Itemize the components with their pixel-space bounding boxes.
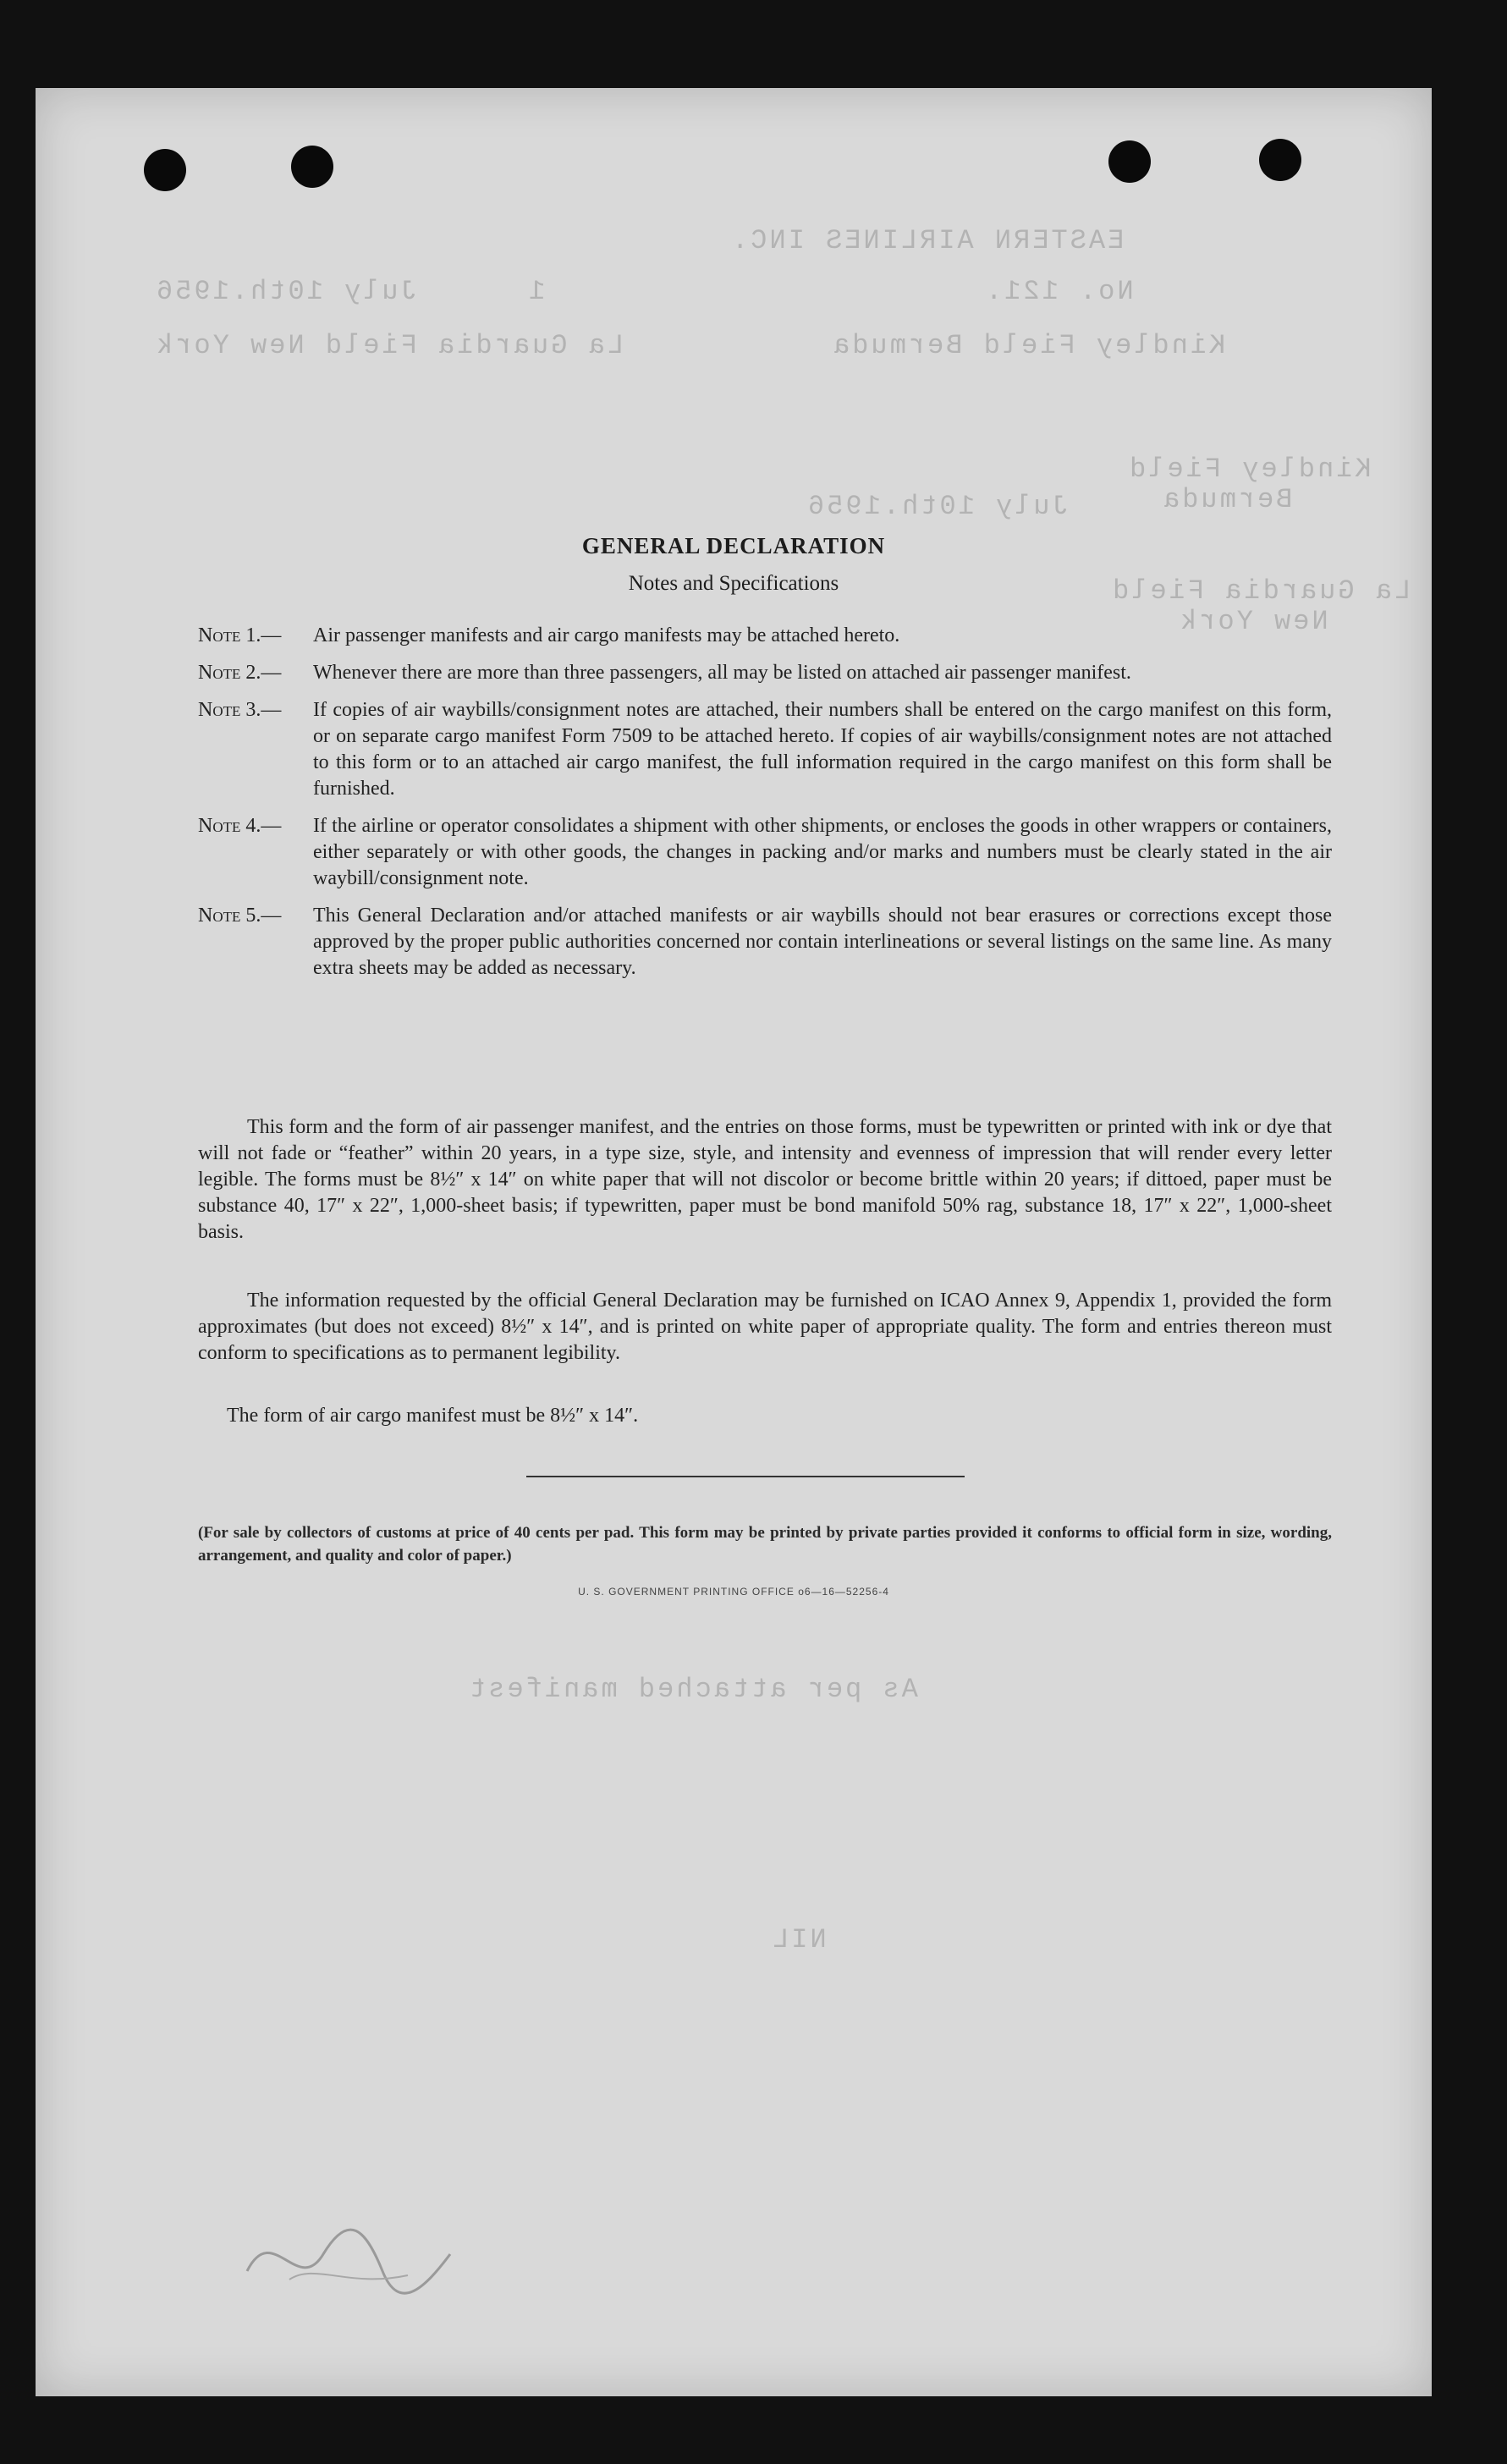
bleed-route-from: Kindley Field Bermuda <box>831 330 1226 361</box>
notes-list <box>198 623 1332 993</box>
printer-imprint: U. S. GOVERNMENT PRINTING OFFICE o6—16—52256-4 <box>578 1586 889 1598</box>
sale-footnote: (For sale by collectors of customs at price of 40 cents per pad. This form may be printed by private parties provided it conforms to official form in size, wording, arrangement, and quality and color of paper.) <box>198 1524 1332 1565</box>
note-1 <box>198 623 1332 649</box>
divider-rule <box>526 1476 965 1477</box>
bleed-dest-city: New York <box>1178 606 1328 637</box>
note-text: Whenever there are more than three passengers, all may be listed on attached air passenger manifest. <box>313 662 1131 684</box>
document-page <box>36 88 1432 2396</box>
bleed-route-to: La Guardia Field New York <box>154 330 624 361</box>
note-5 <box>198 903 1332 982</box>
page-title: GENERAL DECLARATION <box>581 533 886 558</box>
note-label: Note 2.— <box>198 662 282 684</box>
note-3 <box>198 697 1332 802</box>
paragraph-icao: The information requested by the official General Declaration may be furnished on ICAO Annex 9, Appendix 1, provided the form approximates (but does not exceed) 8½″ x 14″, and is printed on white paper of appropriate quality. The form and entries thereon must conform to specifications as to permanent legibility. <box>198 1290 1332 1364</box>
punch-hole-2 <box>291 146 333 188</box>
signature-scribble <box>239 2203 459 2305</box>
note-label: Note 5.— <box>198 905 282 927</box>
bleed-flight-no: No. 121. <box>983 276 1134 307</box>
punch-hole-3 <box>1108 140 1151 183</box>
paragraph-cargo-size: The form of air cargo manifest must be 8½″ x 14″. <box>227 1405 639 1427</box>
bleed-cargo: NIL <box>770 1924 827 1955</box>
note-4 <box>198 813 1332 892</box>
bleed-date: July 10th.1956 <box>154 276 417 307</box>
bleed-number: 1 <box>526 276 546 307</box>
bleed-origin-field: Kindley Field <box>1127 454 1372 485</box>
page-subtitle: Notes and Specifications <box>628 572 839 595</box>
note-text: This General Declaration and/or attached manifests or air waybills should not bear erasures or corrections except those approved by the proper public authorities concerned nor contain interlineations or several listings on the same line. As many extra sheets may be added as necessary. <box>313 905 1332 979</box>
paragraph-legibility: This form and the form of air passenger manifest, and the entries on those forms, must be typewritten or printed with ink or dye that will not fade or “feather” within 20 years, in a type size, style, and intensity and evenness of impression that will render every letter legible. The forms must be 8½″ x 14″ on white paper that will not discolor or become brittle within 20 years; if dittoed, paper must be substance 40, 17″ x 22″, 1,000-sheet basis; if typewritten, paper must be bond manifold 50% rag, substance 18, 17″ x 22″, 1,000-sheet basis. <box>198 1116 1332 1243</box>
bleed-manifest-note: As per attached manifest <box>467 1674 918 1705</box>
note-text: If copies of air waybills/consignment notes are attached, their numbers shall be entered on the cargo manifest on this form, or on separate cargo manifest Form 7509 to be attached hereto. If copies of air waybills/consignment notes are not attached to this form or to an attached air cargo manifest, the full information required in the cargo manifest on this form shall be furnished. <box>313 699 1332 800</box>
bleed-origin-country: Bermuda <box>1161 484 1293 515</box>
bleed-airline: EASTERN AIRLINES INC. <box>729 225 1125 256</box>
bleed-dest-field: La Guardia Field <box>1110 575 1411 607</box>
note-text: If the airline or operator consolidates a shipment with other shipments, or encloses the goods in other wrappers or containers, either separately or with other goods, the changes in packing and/or marks and numbers must be clearly stated in the air waybill/consignment note. <box>313 815 1332 889</box>
note-2 <box>198 660 1332 686</box>
note-text: Air passenger manifests and air cargo manifests may be attached hereto. <box>313 624 900 646</box>
bleed-origin-date: July 10th.1956 <box>806 491 1069 522</box>
note-label: Note 1.— <box>198 624 282 646</box>
note-label: Note 4.— <box>198 815 282 837</box>
punch-hole-1 <box>144 149 186 191</box>
note-label: Note 3.— <box>198 699 282 721</box>
punch-hole-4 <box>1259 139 1301 181</box>
